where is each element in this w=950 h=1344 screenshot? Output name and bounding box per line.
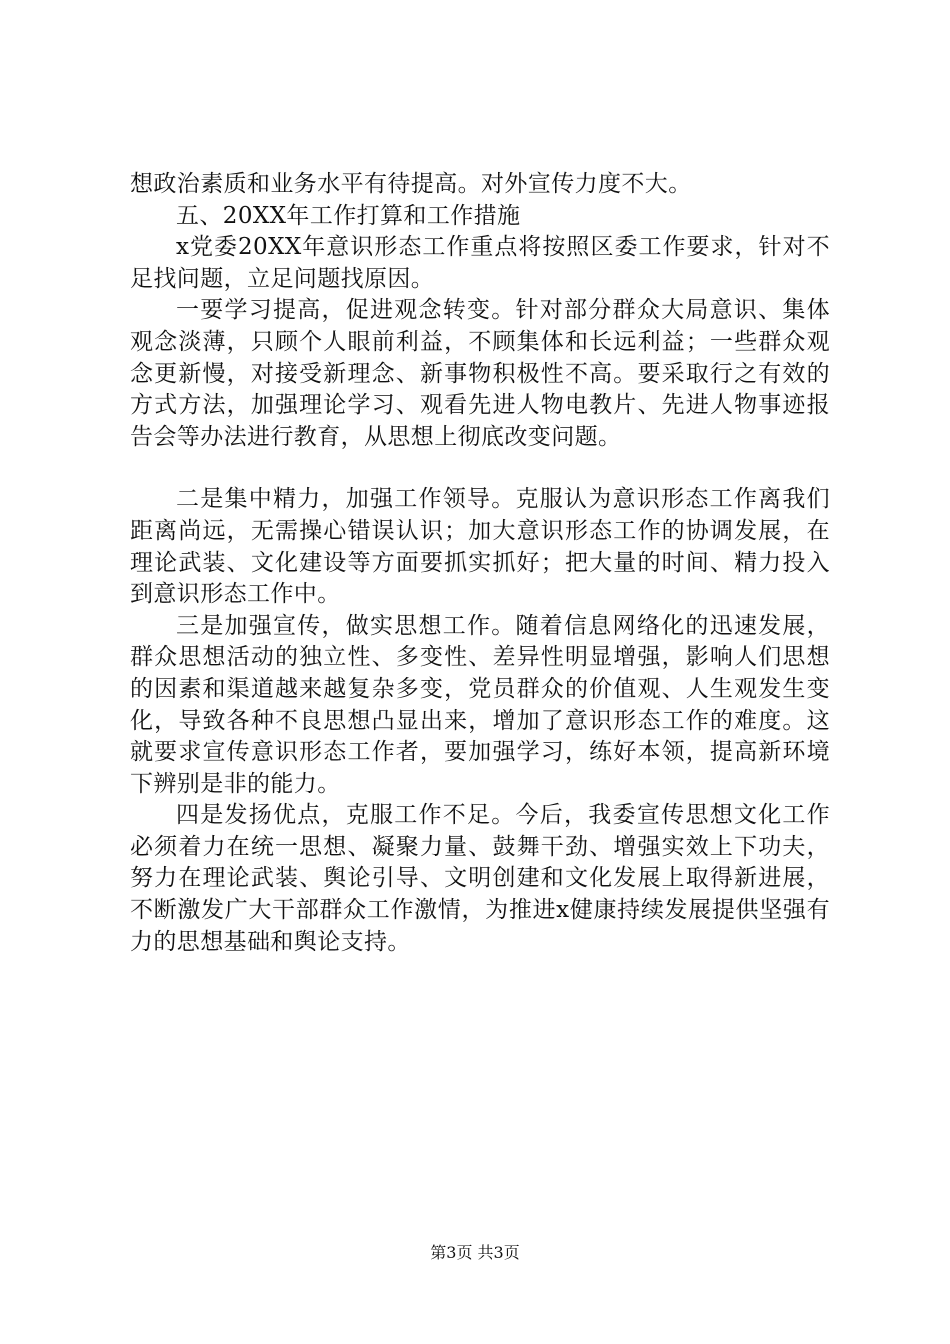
paragraph-measure-2: 二是集中精力，加强工作领导。克服认为意识形态工作离我们距离尚远，无需操心错误认识；加大意识形态工作的协调发展，在理论武装、文化建设等方面要抓实抓好；把大量的时间、精力投入到意识形态工作中。 [130, 486, 830, 608]
page-footer: 第3页 共3页 [430, 1243, 520, 1262]
paragraph-measure-4: 四是发扬优点，克服工作不足。今后，我委宣传思想文化工作必须着力在统一思想、凝聚力量、鼓舞干劲、增强实效上下功夫，努力在理论武装、舆论引导、文明创建和文化发展上取得新进展，不断激发广大干部群众工作激情，为推进x健康持续发展提供坚强有力的思想基础和舆论支持。 [130, 802, 830, 955]
section-heading: 五、20XX年工作打算和工作措施 [176, 202, 521, 229]
paragraph-measure-3: 三是加强宣传，做实思想工作。随着信息网络化的迅速发展，群众思想活动的独立性、多变性、差异性明显增强，影响人们思想的因素和渠道越来越复杂多变，党员群众的价值观、人生观发生变化，导致各种不良思想凸显出来，增加了意识形态工作的难度。这就要求宣传意识形态工作者，要加强学习，练好本领，提高新环境下辨别是非的能力。 [130, 612, 830, 797]
paragraph-continuation: 想政治素质和业务水平有待提高。对外宣传力度不大。 [130, 171, 692, 197]
paragraph-intro: x党委20XX年意识形态工作重点将按照区委工作要求，针对不足找问题，立足问题找原因。 [130, 234, 830, 292]
document-body [130, 169, 830, 958]
paragraph-measure-1: 一要学习提高，促进观念转变。针对部分群众大局意识、集体观念淡薄，只顾个人眼前利益，不顾集体和长远利益；一些群众观念更新慢，对接受新理念、新事物积极性不高。要采取行之有效的方式方法，加强理论学习、观看先进人物电教片、先进人物事迹报告会等办法进行教育，从思想上彻底改变问题。 [130, 297, 830, 450]
